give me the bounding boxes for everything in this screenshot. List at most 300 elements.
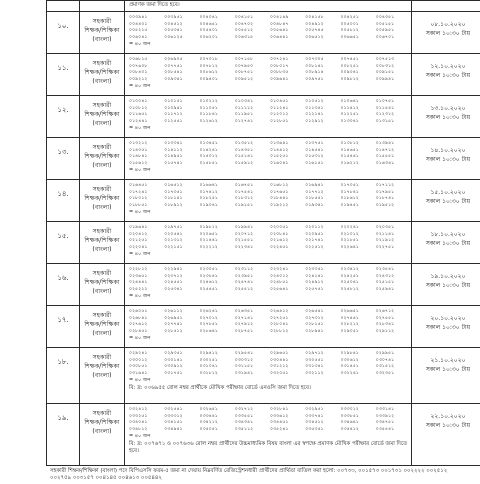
roll-number: ০২২৮১২ (129, 267, 162, 273)
roll-number: ০২৭৪৪১ (341, 316, 374, 322)
roll-number: ০৩৪১৫১ (164, 420, 197, 426)
roll-number: ০১৫৪৪১ (341, 154, 374, 160)
roll-number: ০২২১৫১ (164, 245, 197, 251)
roll-number: ০১৩২১২ (129, 141, 162, 147)
roll-number: ০৩১২১২ (270, 364, 303, 370)
exam-date: ২০.১০.২০২০ (412, 314, 480, 323)
roll-number-grid (129, 225, 409, 250)
roll-number: ০১৯৭৫১ (164, 225, 197, 231)
roll-number: ০১৬৩৪১ (376, 161, 409, 167)
roll-number: ০১২৮৫১ (270, 119, 303, 125)
roll-number: ০১৭৫৪১ (235, 190, 268, 196)
roll-number-grid (129, 351, 409, 376)
roll-number: ০০৫১৫১ (376, 22, 409, 28)
roll-number: ০৩০৫৫১ (305, 358, 338, 364)
roll-number: ০০৭৬০৮ (129, 64, 162, 70)
roll-number-grid (129, 141, 409, 166)
continued-post-cell (80, 1, 125, 12)
roll-number: ০১৩৫১২ (235, 141, 268, 147)
roll-number: ০১৬৪৫১ (129, 183, 162, 189)
roll-number: ০১৩৬৪১ (270, 141, 303, 147)
roll-number: ০৩৩৯১২ (376, 414, 409, 420)
continued-note: প্রমাণক জমা দিতে হবে। (125, 1, 412, 12)
roll-number: ০২১০১২ (341, 232, 374, 238)
roll-number: ০১০৮১২ (129, 106, 162, 112)
post-name (80, 222, 125, 264)
roll-number: ০৩৪৬৪১ (341, 420, 374, 426)
roll-number: ০৩৪৪৫১ (270, 420, 303, 426)
exam-date-time (412, 264, 480, 306)
roll-number: ০৩৫৩৫১ (305, 427, 338, 433)
roll-number: ০২৫৪৫১ (200, 287, 233, 293)
roll-number: ০১০৪৫১ (270, 99, 303, 105)
roll-number: ০২৫৯৪১ (376, 287, 409, 293)
serial-number: ১৩. (47, 138, 80, 180)
roll-number: ০১২৩১২ (376, 112, 409, 118)
roll-numbers-cell (125, 348, 412, 404)
schedule-row (47, 54, 480, 96)
roll-number: ০১৯০৪১ (200, 203, 233, 209)
roll-number: ০১৯৮১২ (200, 225, 233, 231)
roll-number: ০২৮০৪১ (270, 322, 303, 328)
roll-number: ০৩৩৩১২ (164, 414, 197, 420)
roll-numbers-cell (125, 222, 412, 264)
roll-number: ০১৯২১২ (270, 203, 303, 209)
roll-number: ০২২৩৪১ (235, 245, 268, 251)
row-note: বি: দ্র: ০০৭৬৭১ ও ০০৭৬৩৬ রোল নম্বর প্রার্থীদের উচ্চমাধ্যমিক বিষয় বাংলা এর স্বপক্ষে প্রমাণক মৌখিক পরীক্ষার বোর্ডে জমা দিতে হবে। (129, 441, 409, 455)
roll-number: ০৩২১১২ (305, 371, 338, 377)
roll-number: ০০৪৬৫১ (200, 22, 233, 28)
roll-number: ০৩৪৫১২ (305, 420, 338, 426)
roll-number-grid (129, 183, 409, 208)
roll-number: ০০৬৯০৫ (164, 57, 197, 63)
post-name-line: (বাংলা) (80, 35, 124, 44)
candidate-total: = ৪০ জন (129, 83, 409, 89)
roll-number: ০২২০৪১ (129, 245, 162, 251)
roll-number: ০২৭৫৫১ (376, 316, 409, 322)
roll-number: ০১০২১২ (200, 99, 233, 105)
serial-number: ১৮. (47, 348, 80, 404)
roll-number: ০৩৩০১২ (341, 407, 374, 413)
roll-number: ০২৬১১২ (164, 309, 197, 315)
roll-numbers-cell (125, 180, 412, 222)
roll-number: ০২০০৫১ (270, 225, 303, 231)
roll-number: ০১৪৫৪১ (305, 148, 338, 154)
roll-number: ০২৯৯৫১ (376, 351, 409, 357)
roll-number: ০২৪৩১২ (376, 274, 409, 280)
exam-date: ১৩.১০.২০২০ (412, 104, 480, 113)
roll-number: ০২৭২৫১ (270, 316, 303, 322)
roll-number: ০১০৯৪১ (164, 106, 197, 112)
roll-number: ০৩২৪১২ (129, 407, 162, 413)
roll-number: ০২৪২৫১ (341, 274, 374, 280)
roll-number: ০০৭৫১৩ (376, 57, 409, 63)
roll-number: ০২৫৭৫১ (305, 287, 338, 293)
roll-number: ০১৬০৪১ (270, 161, 303, 167)
exam-time: সকাল ১০:৩০ টায় (412, 113, 480, 122)
roll-number: ০১৮১৪১ (164, 196, 197, 202)
exam-date: ১৯.১০.২০২০ (412, 272, 480, 281)
serial-number: ১০. (47, 12, 80, 54)
roll-number: ০১৩৪৫১ (200, 141, 233, 147)
roll-number: ০১৫২৫১ (270, 154, 303, 160)
roll-number-grid (129, 99, 409, 124)
roll-number: ০৩৪৮১২ (129, 427, 162, 433)
post-name-line: (বাংলা) (80, 427, 124, 436)
roll-number: ০০৭০১৮ (200, 57, 233, 63)
table-body (47, 1, 480, 466)
roll-number: ০৩৩৪৪১ (200, 414, 233, 420)
roll-number: ০১০৫১২ (305, 99, 338, 105)
exam-date: ০৮.১০.২০২০ (412, 20, 480, 29)
roll-number: ০০৮৭৫১ (235, 70, 268, 76)
roll-number: ০৩২৯৫১ (305, 407, 338, 413)
roll-number-grid (129, 57, 409, 82)
roll-number: ০৩৫২৪১ (270, 427, 303, 433)
roll-number: ০২৩৯৫১ (235, 274, 268, 280)
roll-number: ০০৫৭৪৫ (305, 28, 338, 34)
roll-number: ০১২০১২ (270, 112, 303, 118)
roll-number: ০২৩৩৫১ (305, 267, 338, 273)
roll-number: ০১৭১১২ (376, 183, 409, 189)
roll-number: ০১৭৪১২ (200, 190, 233, 196)
roll-number: ০২৬৩৫১ (235, 309, 268, 315)
roll-number: ০২৩৬৫১ (129, 274, 162, 280)
roll-number: ০১৫৬১২ (129, 161, 162, 167)
exam-time: সকাল ১০:৩০ টায় (412, 197, 480, 206)
roll-number: ০২৩৮৪১ (200, 274, 233, 280)
roll-number: ০১৬২১২ (341, 161, 374, 167)
roll-number: ০২১৯১২ (376, 238, 409, 244)
roll-number: ০৩০১৪১ (164, 358, 197, 364)
roll-number: ০২৮৩৪১ (376, 322, 409, 328)
roll-number: ০৩৫০৫১ (200, 427, 233, 433)
serial-number: ১৬. (47, 264, 80, 306)
post-name-line: সহকারী (80, 143, 124, 152)
post-name-line: শিক্ষক/শিক্ষিকা (80, 194, 124, 203)
roll-number: ০২৮৫১২ (164, 329, 197, 335)
roll-number: ০২৯১১২ (376, 329, 409, 335)
roll-number: ০২৮৬৪১ (200, 329, 233, 335)
roll-number: ০০৫৬৪১ (270, 28, 303, 34)
roll-number: ০০৮৫৪১ (164, 70, 197, 76)
roll-number: ০২২৫১২ (305, 245, 338, 251)
roll-number: ০১৩০৪১ (341, 119, 374, 125)
roll-number: ০০৬৭০১ (376, 35, 409, 41)
schedule-row (47, 180, 480, 222)
roll-number: ০১৭২৪১ (129, 190, 162, 196)
serial-number: ১৭. (47, 306, 80, 348)
roll-number: ০৩৪৩৪১ (235, 420, 268, 426)
exam-date-time (412, 54, 480, 96)
candidate-total: = ৪০ জন (129, 209, 409, 215)
schedule-row (47, 306, 480, 348)
roll-number: ০০৫৮১২ (341, 28, 374, 34)
roll-number: ০৩৩২৫১ (129, 414, 162, 420)
roll-number: ০৩০৯১২ (164, 364, 197, 370)
roll-number: ০২৪৪৪১ (129, 280, 162, 286)
roll-number: ০২৪৯১২ (305, 280, 338, 286)
post-name-line: সহকারী (80, 269, 124, 278)
roll-number: ০০৪২৫১ (341, 15, 374, 21)
roll-number: ০২৭১৪১ (235, 316, 268, 322)
exam-time: সকাল ১০:৩০ টায় (412, 421, 480, 430)
roll-number: ০০৬১২৫ (164, 35, 197, 41)
roll-number: ০০৯০৪১ (341, 70, 374, 76)
roll-number: ০৩৩৫৫১ (235, 414, 268, 420)
exam-time: সকাল ১০:৩০ টায় (412, 155, 480, 164)
roll-number: ০১৯৩৪১ (305, 203, 338, 209)
post-name-line: সহকারী (80, 311, 124, 320)
roll-number: ০৩০৭৪১ (376, 358, 409, 364)
continued-row (47, 1, 480, 12)
candidate-total: = ৪০ জন (129, 125, 409, 131)
schedule-row (47, 12, 480, 54)
roll-number: ০২৪১৪১ (305, 274, 338, 280)
post-name-line: (বাংলা) (80, 119, 124, 128)
exam-date-time (412, 180, 480, 222)
roll-number: ০১৩৯৪১ (376, 141, 409, 147)
roll-number: ০৩২২৪১ (341, 371, 374, 377)
roll-number: ০২০১১২ (305, 225, 338, 231)
schedule-row (47, 404, 480, 466)
post-name (80, 404, 125, 466)
roll-number: ০১৩৭৫১ (305, 141, 338, 147)
post-name-line: (বাংলা) (80, 371, 124, 380)
roll-number: ০০৫৩৪১ (164, 28, 197, 34)
roll-number: ০৩৪২১২ (200, 420, 233, 426)
roll-number: ০২৭৩১২ (305, 316, 338, 322)
exam-date-time (412, 138, 480, 180)
candidate-total: = ৪০ জন (129, 293, 409, 299)
roll-number: ০১৬৯৪১ (305, 183, 338, 189)
exam-time: সকাল ১০:৩০ টায় (412, 71, 480, 80)
roll-number: ০২৯২৪১ (129, 351, 162, 357)
roll-number: ০১৪৪১২ (270, 148, 303, 154)
roll-number: ০২১৬১২ (270, 238, 303, 244)
continued-date-cell (412, 1, 480, 12)
roll-number-grid (129, 267, 409, 292)
roll-number: ০০৬৮১৫ (129, 57, 162, 63)
roll-number: ০১০৬৪১ (341, 99, 374, 105)
roll-number-grid (129, 407, 409, 432)
roll-number: ০৩১৯৪১ (235, 371, 268, 377)
row-note: বি: দ্র: ০০৬৯৫৫ রোল নম্বর প্রার্থীকে মৌখিক পরীক্ষার বোর্ডে এনওসি জমা দিতে হবে। (129, 385, 409, 392)
roll-number: ০০৮৬১২ (200, 70, 233, 76)
roll-number: ০২১৭৪১ (305, 238, 338, 244)
post-name (80, 180, 125, 222)
roll-number: ০১৫৮৫১ (200, 161, 233, 167)
roll-number: ০০৯৩৪১ (164, 77, 197, 83)
roll-number: ০২৫১৫১ (376, 280, 409, 286)
roll-number: ০০৫৯৫১ (376, 28, 409, 34)
post-name-line: শিক্ষক/শিক্ষিকা (80, 320, 124, 329)
post-name-line: সহকারী (80, 59, 124, 68)
exam-date: ১৮.১০.২০২০ (412, 230, 480, 239)
roll-number: ০১৪৯৫১ (164, 154, 197, 160)
roll-number: ০১২৭৪১ (235, 119, 268, 125)
roll-number: ০২৭৮৫১ (200, 322, 233, 328)
roll-number: ০১৫৯১২ (235, 161, 268, 167)
roll-numbers-cell (125, 12, 412, 54)
roll-numbers-cell (125, 96, 412, 138)
post-name-line: সহকারী (80, 409, 124, 418)
roll-number: ০১৪১১২ (164, 148, 197, 154)
post-name (80, 138, 125, 180)
roll-number: ০৩৫১১২ (235, 427, 268, 433)
roll-number: ০০৭৩০৫ (305, 57, 338, 63)
post-name-line: শিক্ষক/শিক্ষিকা (80, 110, 124, 119)
roll-number: ০২২৯৪১ (164, 267, 197, 273)
continued-sl-cell (47, 1, 80, 12)
roll-number: ০৩৩১৪১ (376, 407, 409, 413)
post-name (80, 54, 125, 96)
roll-number: ০১৮৮৫১ (129, 203, 162, 209)
roll-number: ০২৪৭৪১ (235, 280, 268, 286)
roll-number: ০১৫১৪১ (235, 154, 268, 160)
roll-number: ০২৪৮৫১ (270, 280, 303, 286)
roll-number: ০১৮৭৪১ (376, 196, 409, 202)
roll-number: ০২০২৪১ (341, 225, 374, 231)
exam-date: ২১.১০.২০২০ (412, 356, 480, 365)
roll-number: ০১০১৫১ (164, 99, 197, 105)
post-name-line: সহকারী (80, 101, 124, 110)
roll-number: ০০৪৭০২ (235, 22, 268, 28)
roll-number: ০০৫০০১ (341, 22, 374, 28)
roll-number: ০২৬২৪১ (200, 309, 233, 315)
roll-number: ০০৪৩৫১ (376, 15, 409, 21)
candidate-total: = ৪০ জন (129, 251, 409, 257)
serial-number: ১২. (47, 96, 80, 138)
candidate-total: = ৪০ জন (129, 41, 409, 47)
exam-date: ২২.১০.২০২০ (412, 412, 480, 421)
roll-number: ০২৮৯৪১ (305, 329, 338, 335)
serial-number: ১৪. (47, 180, 80, 222)
roll-number: ০২৪৫৫১ (164, 280, 197, 286)
schedule-row (47, 96, 480, 138)
roll-number: ০৩০৩১২ (235, 358, 268, 364)
roll-number: ০১৬১৫১ (305, 161, 338, 167)
roll-number: ০২৩৫৪১ (376, 267, 409, 273)
roll-number-grid (129, 15, 409, 40)
roll-number: ০১৬৭৫১ (235, 183, 268, 189)
roll-number: ০০৯৯৪১ (376, 77, 409, 83)
roll-number: ০১০৩৪১ (235, 99, 268, 105)
roll-number: ০০৭৭৫১ (164, 64, 197, 70)
roll-number: ০২৯০৫১ (341, 329, 374, 335)
roll-number: ০২০৮৪১ (270, 232, 303, 238)
roll-number: ০০৮২৫১ (341, 64, 374, 70)
roll-number: ০০৯৮১২ (341, 77, 374, 83)
viva-schedule-table (46, 0, 480, 466)
roll-number: ০৩০৮৫১ (129, 364, 162, 370)
roll-number: ০২০৬৫১ (200, 232, 233, 238)
roll-number: ০০৪৪০১ (129, 22, 162, 28)
roll-number: ০২০৯৫১ (305, 232, 338, 238)
exam-date-time (412, 222, 480, 264)
roll-number: ০২৩১১২ (235, 267, 268, 273)
roll-number: ০১৫৩১২ (305, 154, 338, 160)
roll-number: ০২০৫৪১ (164, 232, 197, 238)
roll-number: ০১১০৫১ (200, 106, 233, 112)
roll-number: ০৩২৩৫১ (376, 371, 409, 377)
roll-number: ০৩১৪৫১ (341, 364, 374, 370)
roll-number: ০২১৮৫১ (341, 238, 374, 244)
roll-number: ০২০৪১২ (129, 232, 162, 238)
post-name-line: শিক্ষক/শিক্ষিকা (80, 278, 124, 287)
roll-number: ০১৪৮৪১ (129, 154, 162, 160)
roll-number: ০২৬৯৫১ (164, 316, 197, 322)
roll-number: ০০৮৪০১ (129, 70, 162, 76)
roll-number: ০২৭৯১২ (235, 322, 268, 328)
roll-number: ০২৫২১২ (129, 287, 162, 293)
roll-number: ০২৯৩৫১ (164, 351, 197, 357)
roll-number: ০১০০৪১ (129, 99, 162, 105)
post-name-line: (বাংলা) (80, 245, 124, 254)
roll-number: ০২৯৪১২ (200, 351, 233, 357)
roll-number: ০০৭১৫৮ (235, 57, 268, 63)
roll-number: ০২২২১২ (200, 245, 233, 251)
roll-number: ০১৯৪৫১ (341, 203, 374, 209)
roll-number: ০০৮১৪১ (305, 64, 338, 70)
roll-number: ০২৮৭৫১ (235, 329, 268, 335)
roll-number: ০২৮৪৫১ (129, 329, 162, 335)
roll-number: ০২২৪৫১ (270, 245, 303, 251)
exam-time: সকাল ১০:৩০ টায় (412, 281, 480, 290)
roll-number: ০১৮২৫১ (200, 196, 233, 202)
exam-date: ১৫.১০.২০২০ (412, 188, 480, 197)
post-name-line: (বাংলা) (80, 77, 124, 86)
roll-number: ০৩৩৭৪১ (305, 414, 338, 420)
roll-number: ০০৬৪৪১ (270, 35, 303, 41)
roll-number: ০১৪০৫১ (129, 148, 162, 154)
roll-number: ০১৪৬৫১ (341, 148, 374, 154)
roll-number: ০০৫৫১২ (235, 28, 268, 34)
roll-numbers-cell (125, 306, 412, 348)
roll-number: ০১৮৯১২ (164, 203, 197, 209)
roll-number: ০১২৪৪১ (129, 119, 162, 125)
roll-number: ০৩০৪৪১ (270, 358, 303, 364)
roll-number: ০৩১৮১২ (200, 371, 233, 377)
roll-number: ০১৬৮১২ (270, 183, 303, 189)
roll-number: ০০৯৭৫১ (305, 77, 338, 83)
roll-number: ০২৭৭৪১ (164, 322, 197, 328)
post-name-line: (বাংলা) (80, 329, 124, 338)
post-name (80, 306, 125, 348)
roll-number: ০১১৬৫১ (129, 112, 162, 118)
roll-number: ০০৯৪০১ (200, 77, 233, 83)
roll-number: ০১৫০১২ (200, 154, 233, 160)
roll-number: ০০৯১৫১ (376, 70, 409, 76)
post-name-line: সহকারী (80, 17, 124, 26)
schedule-row (47, 222, 480, 264)
candidate-total: = ৪০ জন (129, 335, 409, 341)
exam-time: সকাল ১০:৩০ টায় (412, 29, 480, 38)
roll-number: ০৩১১৫১ (235, 364, 268, 370)
roll-number: ০০৬৫১২ (305, 35, 338, 41)
roll-number: ০১৭০৫১ (341, 183, 374, 189)
roll-number: ০০৬৩১৫ (235, 35, 268, 41)
roll-number: ০৩০০১২ (129, 358, 162, 364)
roll-number: ০১৯১৫১ (235, 203, 268, 209)
post-name-line: সহকারী (80, 185, 124, 194)
roll-number: ০০৯২১২ (129, 77, 162, 83)
roll-number: ০২১৩১২ (164, 238, 197, 244)
roll-number: ০৩৩৬১২ (270, 414, 303, 420)
roll-number: ০২৬৫৪১ (305, 309, 338, 315)
roll-number: ০০৭২৪১ (270, 57, 303, 63)
roll-number: ০২৯৫৪১ (235, 351, 268, 357)
